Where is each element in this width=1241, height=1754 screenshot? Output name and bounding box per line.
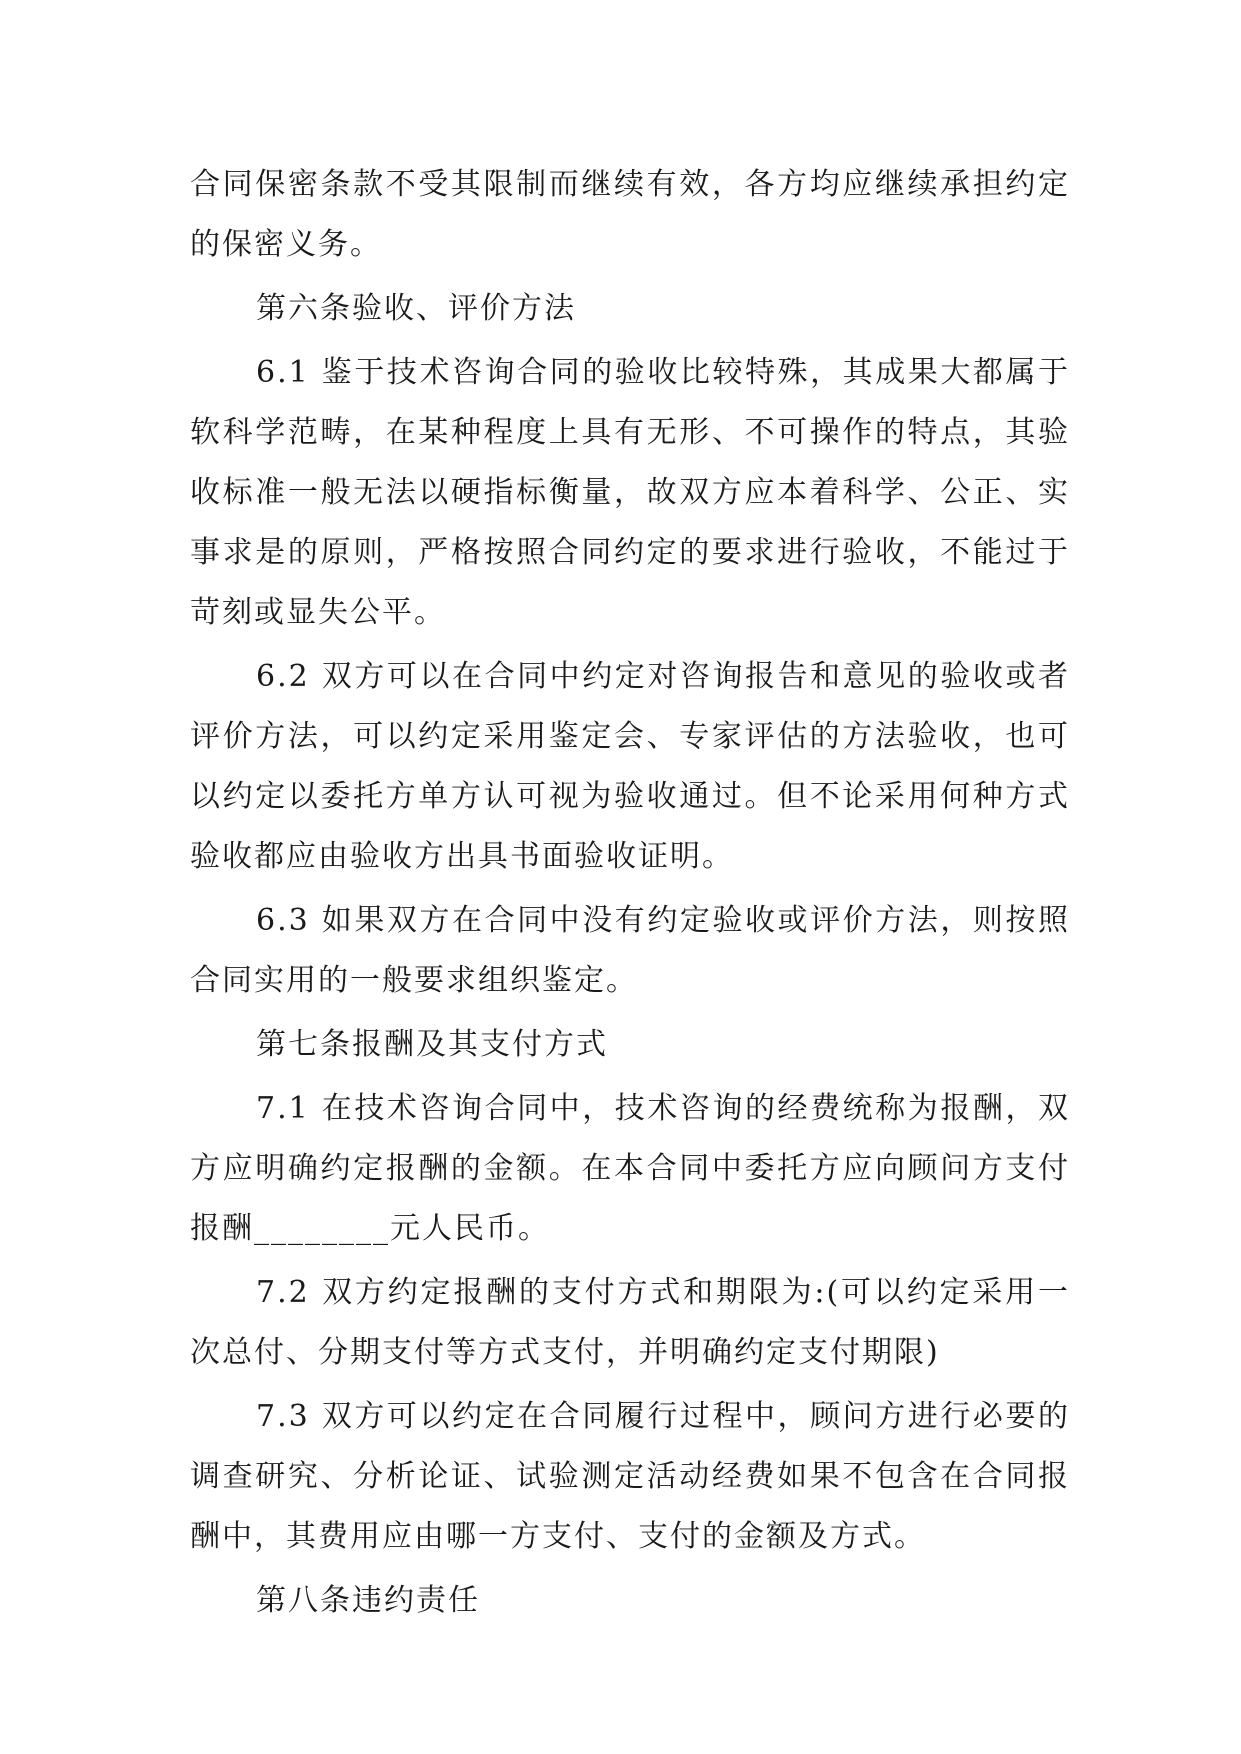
paragraph-7-2: 7.2 双方约定报酬的支付方式和期限为:(可以约定采用一次总付、分期支付等方式支付，并明确约定支付期限) [190, 1275, 1070, 1370]
paragraph-6-1: 6.1 鉴于技术咨询合同的验收比较特殊，其成果大都属于软科学范畴，在某种程度上具有无形、不可操作的特点，其验收标准一般无法以硬指标衡量，故双方应本着科学、公正、实事求是的原则，严格按照合同约定的要求进行验收，不能过于苛刻或显失公平。 [190, 355, 1070, 630]
paragraph-7-3: 7.3 双方可以约定在合同履行过程中，顾问方进行必要的调查研究、分析论证、试验测定活动经费如果不包含在合同报酬中，其费用应由哪一方支付、支付的金额及方式。 [190, 1399, 1070, 1554]
paragraph-6-3: 6.3 如果双方在合同中没有约定验收或评价方法，则按照合同实用的一般要求组织鉴定。 [190, 903, 1070, 998]
heading-article-8: 第八条违约责任 [256, 1583, 480, 1618]
document-page [190, 155, 1070, 1635]
paragraph-6-2: 6.2 双方可以在合同中约定对咨询报告和意见的验收或者评价方法，可以约定采用鉴定会、专家评估的方法验收，也可以约定以委托方单方认可视为验收通过。但不论采用何种方式验收都应由验收方出具书面验收证明。 [190, 659, 1070, 874]
paragraph-confidentiality-continuation: 合同保密条款不受其限制而继续有效，各方均应继续承担约定的保密义务。 [190, 167, 1070, 262]
heading-article-7: 第七条报酬及其支付方式 [256, 1027, 608, 1062]
heading-article-6: 第六条验收、评价方法 [256, 291, 576, 326]
paragraph-7-1: 7.1 在技术咨询合同中，技术咨询的经费统称为报酬，双方应明确约定报酬的金额。在本合同中委托方应向顾问方支付报酬________元人民币。 [190, 1091, 1070, 1246]
